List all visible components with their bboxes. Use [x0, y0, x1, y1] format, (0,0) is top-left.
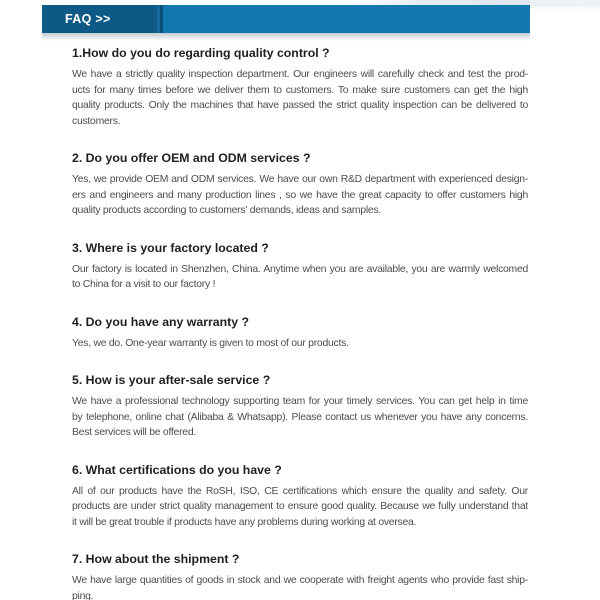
- faq-answer: [72, 336, 528, 352]
- faq-bar-fill: [163, 5, 530, 33]
- faq-label-box: [42, 5, 157, 33]
- faq-answer-line: quality products according to customers' demands, ideas and samples.: [72, 205, 381, 216]
- faq-answer-line: Yes, we do. One-year warranty is given to most of our products.: [72, 337, 349, 349]
- faq-answer-line: Best services will be offered.: [72, 427, 196, 438]
- faq-answer-line: customers.: [72, 115, 121, 127]
- faq-answer-line: We have large quantities of goods in stock and we cooperate with freight agents who provide fast ship-: [72, 575, 528, 586]
- faq-answer: [72, 262, 528, 293]
- faq-answer-line: quality products. Only the machines that have passed the strict quality inspection can be delivered to: [72, 100, 528, 111]
- faq-answer-line: All of our products have the RoSH, ISO, CE certifications which ensure the quality and safety. Our: [72, 485, 528, 497]
- faq-question: 7. How about the shipment ?: [72, 552, 240, 566]
- faq-item: [72, 151, 528, 219]
- faq-answer-line: Our factory is located in Shenzhen, China. Anytime when you are available, you are warmly welcomed: [72, 263, 528, 275]
- faq-question: 4. Do you have any warranty ?: [72, 314, 249, 329]
- faq-question: 3. Where is your factory located ?: [72, 240, 269, 255]
- faq-question: 1.How do you do regarding quality control ?: [72, 46, 330, 60]
- faq-answer-line: products are under strict quality management to ensure good quality. Because we fully understand that: [72, 501, 528, 512]
- faq-question: 6. What certifications do you have ?: [72, 462, 282, 477]
- faq-answer-line: Yes, we provide OEM and ODM services. We have our own R&D department with experienced design-: [72, 174, 528, 185]
- faq-section-header-bar: [42, 5, 530, 33]
- photo-remnant-corner: [530, 0, 600, 13]
- faq-question: 5. How is your after-sale service ?: [72, 373, 271, 387]
- faq-answer-line: it will be great trouble if products have any problems during working at oversea.: [72, 516, 417, 528]
- faq-answer: [72, 394, 528, 441]
- faq-item: [72, 552, 528, 600]
- faq-question: 2. Do you offer OEM and ODM services ?: [72, 151, 311, 165]
- faq-answer: [72, 573, 528, 600]
- faq-answer-line: ucts for many times before we deliver them to customers. To make sure customers can get the high: [72, 84, 528, 96]
- faq-list: [0, 33, 600, 600]
- faq-answer-line: by telephone, online chat (Alibaba & Whatsapp). Please contact us whenever you have any concerns.: [72, 411, 528, 423]
- faq-item: [72, 315, 528, 352]
- faq-answer-line: We have a professional technology supporting team for your timely services. You can get help in time: [72, 396, 528, 407]
- faq-answer-line: ers and engineers and many production lines , so we have the great capacity to offer customers high: [72, 189, 528, 201]
- faq-answer-line: to China for a visit to our factory !: [72, 279, 216, 290]
- faq-answer-line: We have a strictly quality inspection department. Our engineers will carefully check and test the prod-: [72, 69, 528, 80]
- faq-label: FAQ >>: [65, 12, 111, 26]
- faq-item: [72, 463, 528, 531]
- faq-item: [72, 373, 528, 441]
- faq-item: [72, 241, 528, 293]
- faq-answer: [72, 172, 528, 219]
- faq-answer: [72, 67, 528, 129]
- faq-item: [72, 46, 528, 129]
- faq-answer-line: ping.: [72, 590, 94, 600]
- faq-answer: [72, 484, 528, 531]
